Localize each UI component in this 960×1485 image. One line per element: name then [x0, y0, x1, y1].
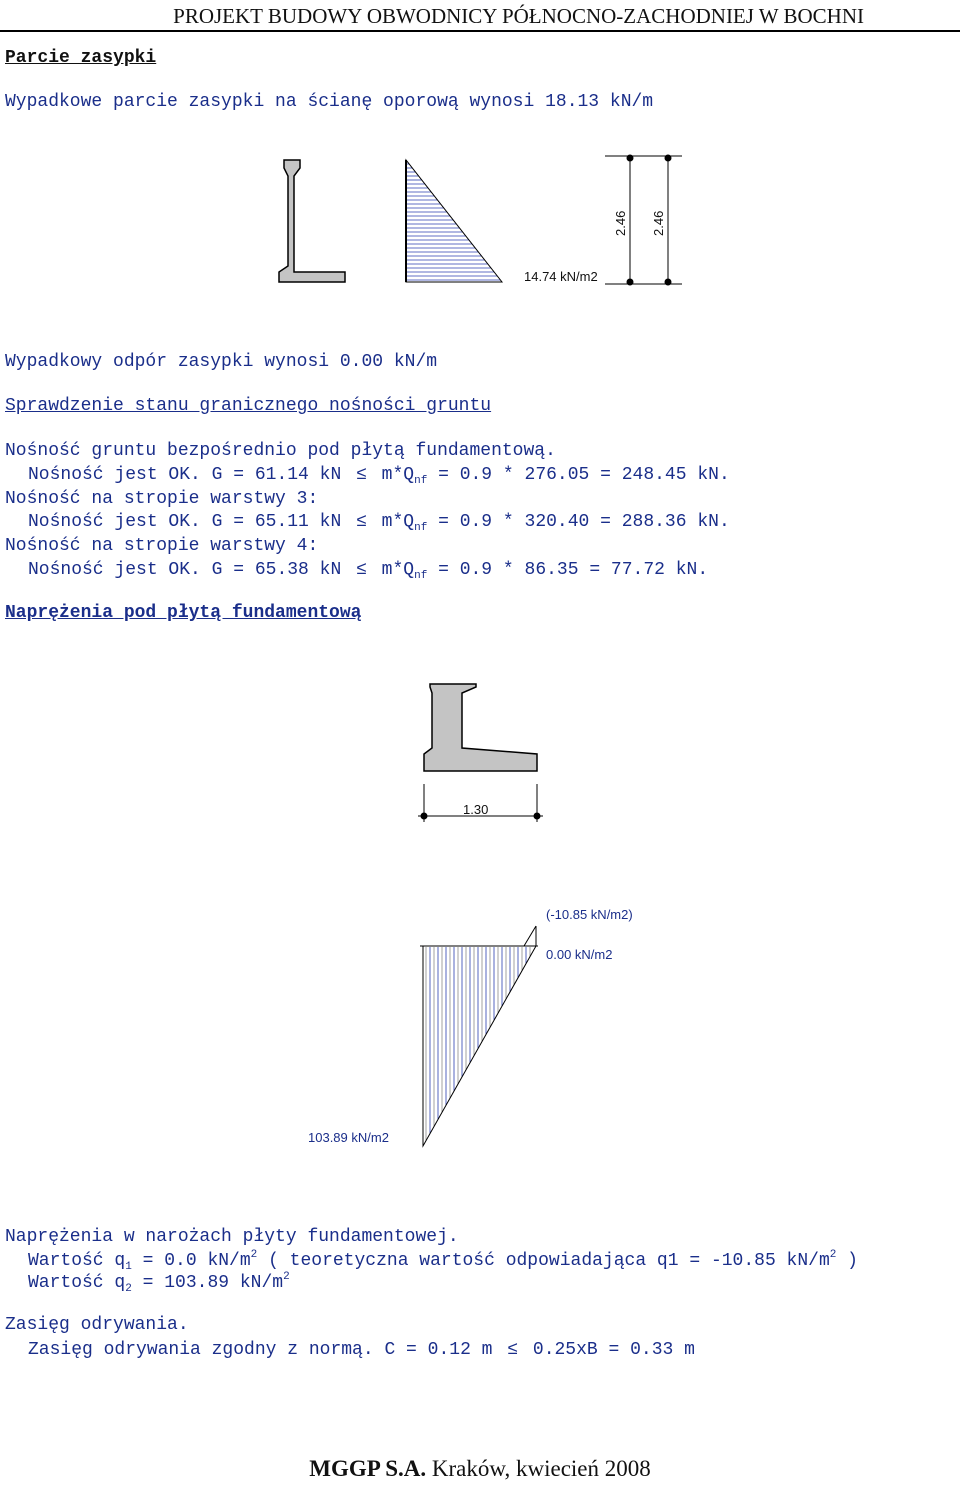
zasieg-heading: Zasięg odrywania.: [5, 1315, 189, 1335]
parcie-result-line: Wypadkowe parcie zasypki na ścianę oporową wynosi 18.13 kN/m: [5, 92, 654, 112]
nosnosc-layer-3: Nośność na stropie warstwy 3:: [5, 489, 319, 509]
foundation-wall-profile: [424, 684, 537, 771]
nosnosc-layer-4: Nośność na stropie warstwy 4:: [5, 536, 319, 556]
nosnosc-intro: Nośność gruntu bezpośrednio pod płytą fundamentową.: [5, 441, 556, 461]
page-footer: MGGP S.A. Kraków, kwiecień 2008: [309, 1456, 651, 1481]
pressure-outline: [423, 946, 536, 1146]
section-heading-parcie: Parcie zasypki: [5, 48, 157, 68]
dimension-label-2: 2.46: [651, 210, 666, 236]
dimension-label-1: 2.46: [613, 210, 628, 236]
zasieg-result: Zasięg odrywania zgodny z normą. C = 0.12 m ≤ 0.25xB = 0.33 m: [28, 1340, 695, 1360]
section-heading-nosnosc: Sprawdzenie stanu granicznego nośności gruntu: [5, 396, 492, 416]
width-label: 1.30: [463, 802, 489, 817]
stress-label-bottom: 103.89 kN/m2: [308, 1130, 389, 1145]
corner-stress-q2: Wartość $q_2 = 103.89$ $kN/m^2$: [28, 1271, 290, 1295]
section-heading-naprezenia: Naprężenia pod płytą fundamentową: [5, 603, 362, 623]
page-header-title: PROJEKT BUDOWY OBWODNICY PÓŁNOCNO-ZACHODNIEJ W BOCHNI: [173, 4, 864, 28]
header-rule: [0, 30, 960, 32]
stress-label-top: (-10.85 kN/m2): [546, 907, 633, 922]
nosnosc-check-2: Nośność jest OK. G = 65.11 kN ≤ $m*Q_{nf} = 0.9 * 320.40 = 288.36$ kN.: [28, 512, 730, 534]
odpor-result-line: Wypadkowy odpór zasypki wynosi 0.00 kN/m: [5, 352, 438, 372]
earth-pressure-diagram: [270, 150, 690, 295]
foundation-width-diagram: [410, 676, 560, 826]
soil-pressure-diagram: [300, 900, 660, 1150]
nosnosc-check-1: Nośność jest OK. G = 61.14 kN ≤ $m*Q_{nf} = 0.9 * 276.05 = 248.45$ kN.: [28, 465, 730, 487]
stress-label-zero: 0.00 kN/m2: [546, 947, 613, 962]
nosnosc-check-3: Nośność jest OK. G = 65.38 kN ≤ $m*Q_{nf} = 0.9 * 86.35 = 77.72$ kN.: [28, 560, 709, 582]
pressure-hatch: [426, 947, 530, 1141]
pressure-value-label: 14.74 kN/m2: [524, 269, 598, 284]
corner-stress-heading: Naprężenia w narożach płyty fundamentowej.: [5, 1227, 459, 1247]
retaining-wall-profile: [279, 160, 345, 282]
corner-stress-q1: Wartość $q_1 = 0.0$ $kN/m^2$ ( teoretyczna wartość odpowiadająca q1 = -10.85 $kN/m^2$ ): [28, 1249, 858, 1273]
